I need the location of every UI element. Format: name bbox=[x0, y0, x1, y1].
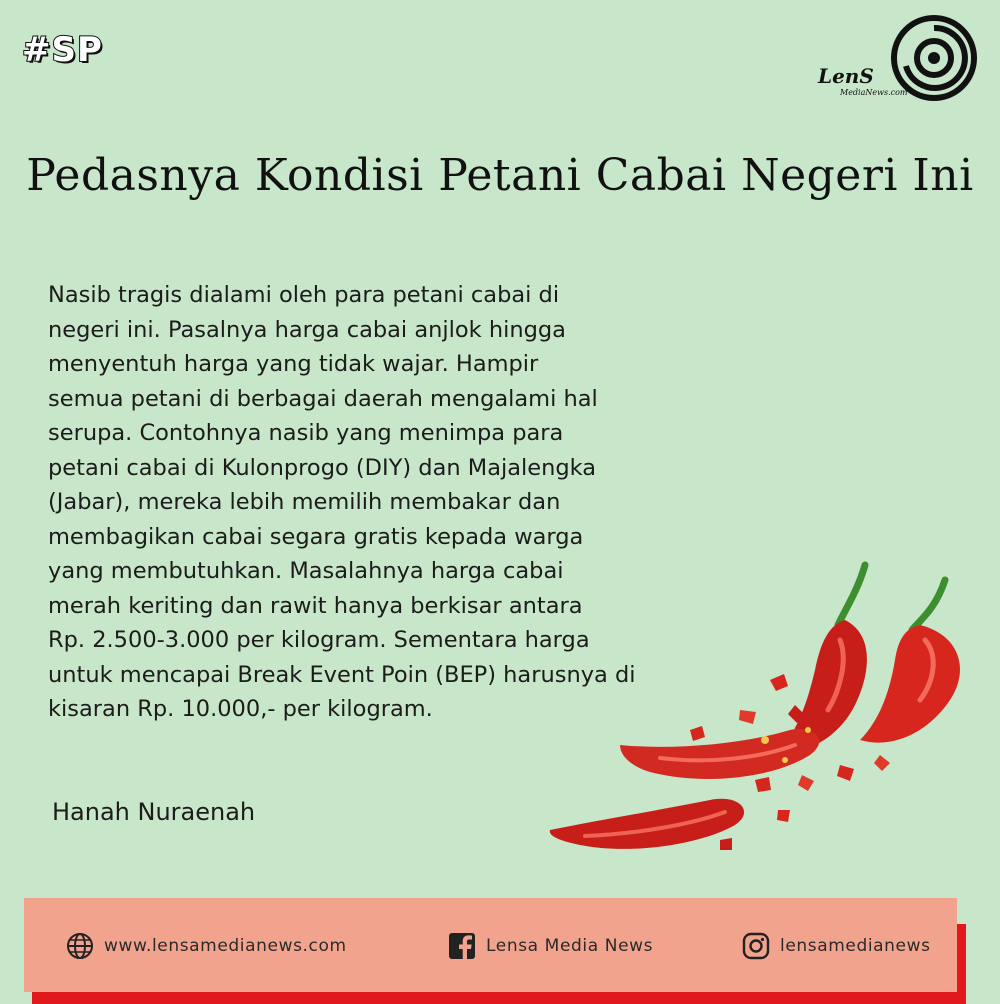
body-line: Rp. 2.500-3.000 per kilogram. Sementara harga bbox=[48, 627, 590, 653]
footer-instagram[interactable] bbox=[742, 932, 931, 960]
body-line: serupa. Contohnya nasib yang menimpa para bbox=[48, 420, 564, 446]
hashtag-badge: #SP bbox=[22, 30, 103, 70]
body-line: merah keriting dan rawit hanya berkisar antara bbox=[48, 592, 583, 619]
website-text: www.lensamedianews.com bbox=[104, 936, 347, 956]
lensa-logo bbox=[818, 14, 978, 104]
globe-icon bbox=[66, 932, 94, 960]
body-line: semua petani di berbagai daerah mengalami hal bbox=[48, 385, 598, 412]
body-line: kisaran Rp. 10.000,- per kilogram. bbox=[48, 696, 433, 722]
body-line: yang membutuhkan. Masalahnya harga cabai bbox=[48, 558, 564, 584]
article-title: Pedasnya Kondisi Petani Cabai Negeri Ini bbox=[26, 150, 974, 201]
footer-facebook[interactable] bbox=[448, 932, 653, 960]
instagram-icon bbox=[742, 932, 770, 960]
body-line: petani cabai di Kulonprogo (DIY) dan Majalengka bbox=[48, 454, 597, 481]
author-name: Hanah Nuraenah bbox=[52, 798, 256, 826]
body-line: untuk mencapai Break Event Poin (BEP) harusnya di bbox=[48, 661, 636, 688]
body-line: membagikan cabai segara gratis kepada warga bbox=[48, 523, 584, 550]
body-line: Nasib tragis dialami oleh para petani cabai di bbox=[48, 282, 560, 308]
logo-wordmark: LenS bbox=[818, 64, 874, 88]
instagram-text: lensamedianews bbox=[780, 936, 931, 956]
lensa-target-logo-icon bbox=[890, 14, 978, 102]
facebook-icon bbox=[448, 932, 476, 960]
facebook-text: Lensa Media News bbox=[486, 936, 654, 956]
body-line: negeri ini. Pasalnya harga cabai anjlok hingga bbox=[48, 316, 566, 343]
red-chili-illustration bbox=[540, 540, 995, 870]
footer-website[interactable] bbox=[66, 932, 347, 960]
body-line: menyentuh harga yang tidak wajar. Hampir bbox=[48, 351, 539, 377]
logo-subtitle: MediaNews.com bbox=[840, 88, 908, 97]
body-line: (Jabar), mereka lebih memilih membakar dan bbox=[48, 489, 561, 515]
